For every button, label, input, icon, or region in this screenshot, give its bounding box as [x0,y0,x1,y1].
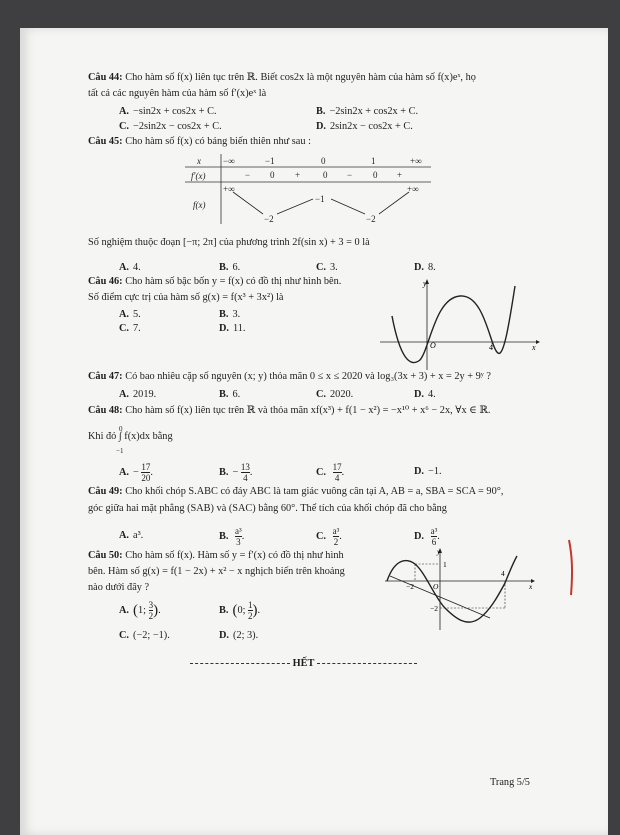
q46-option-a: A. 5. [119,309,141,320]
q50-tick-neg2: −2 [406,582,414,591]
q50-x-label: x [529,582,533,591]
q46-option-b: B. 3. [219,309,241,320]
q50-tick-yneg2: −2 [430,604,438,613]
fp-val-4: − [347,170,353,180]
q46-x-label: x [532,343,536,352]
q47-option-a: A. 2019. [119,389,157,400]
f-val-1: −2 [264,214,274,224]
f-val-2: −1 [315,194,325,204]
q50-line3: nào dưới đây ? [88,582,150,593]
q44-line1: Câu 44: Cho hàm số f(x) liên tục trên ℝ. Biết cos2x là một nguyên hàm của hàm số f(x)eˣ, họ [88,72,476,83]
background [0,0,620,30]
f-val-3: −2 [366,214,376,224]
q44-option-d: D. 2sin2x − cos2x + C. [316,121,413,132]
q46-line2: Số điểm cực trị của hàm số g(x) = f(x³ + 3x²) là [88,292,284,303]
q49-line2: góc giữa hai mặt phẳng (SAB) và (SAC) bằng 60°. Thể tích của khối chóp đã cho bằng [88,503,447,514]
q44-line2: tất cả các nguyên hàm của hàm số f′(x)eˣ là [88,88,267,99]
q46-graph [380,278,540,370]
q50-line1: Câu 50: Cho hàm số f(x). Hàm số y = f′(x) có đồ thị như hình [88,550,344,561]
q45-option-c: C. 3. [316,262,338,273]
x-val-3: 1 [371,156,376,166]
q48-line1: Câu 48: Cho hàm số f(x) liên tục trên ℝ và thỏa mãn xf(x³) + f(1 − x²) = −x¹⁰ + x⁶ − 2x, ∀x ∈ ℝ. [88,405,491,416]
q47-option-d: D. 4. [414,389,436,400]
q50-y-label: y [437,547,441,556]
x-label: x [197,156,201,166]
q44-option-a: A. −sin2x + cos2x + C. [119,106,217,117]
q46-origin-label: O [430,341,436,350]
fp-val-6: + [397,170,403,180]
q45-question: Số nghiệm thuộc đoạn [−π; 2π] của phương trình 2f(sin x) + 3 = 0 là [88,237,370,248]
q50-tick-4: 4 [501,569,505,578]
q46-option-c: C. 7. [119,323,141,334]
q46-option-d: D. 11. [219,323,246,334]
fp-val-2: + [295,170,301,180]
q50-graph [385,548,535,630]
q48-int-upper: 0 [119,425,123,433]
page-number: Trang 5/5 [490,777,530,788]
q47-line1: Câu 47: Có bao nhiêu cặp số nguyên (x; y) thỏa mãn 0 ≤ x ≤ 2020 và log₃(3x + 3) + x = 2y + 9ʸ ? [88,371,491,382]
q44-option-c: C. −2sin2x − cos2x + C. [119,121,222,132]
q48-option-a: A. − $\frac{17}{20}$ . [119,462,153,483]
q47-option-c: C. 2020. [316,389,354,400]
q45-option-d: D. 8. [414,262,436,273]
q48-integral-text: Khi đó ∫ f(x)dx bằng [88,431,173,442]
f-val-0: +∞ [223,184,235,194]
q46-line1: Câu 46: Cho hàm số bậc bốn y = f(x) có đồ thị như hình bên. [88,276,342,287]
q49-option-d: D. $\frac{\text{a³}}{6}$ . [414,526,440,547]
q45-line1: Câu 45: Cho hàm số f(x) có bảng biến thiên như sau : [88,136,311,147]
q49-option-a: A. a³. [119,530,144,541]
q49-option-c: C. $\frac{\text{a³}}{2}$ . [316,526,342,547]
fp-val-5: 0 [373,170,378,180]
red-pen-mark [565,540,575,595]
x-val-4: +∞ [410,156,422,166]
q50-option-b: B. (0; $\frac{1}{2}$ ). [219,600,261,621]
q50-line2: bên. Hàm số g(x) = f(1 − 2x) + x² − x nghịch biến trên khoảng [88,566,345,577]
q50-tick-y1: 1 [443,560,447,569]
q44-option-b: B. −2sin2x + cos2x + C. [316,106,419,117]
fp-val-1: 0 [270,170,275,180]
q48-int-lower: −1 [116,447,124,455]
x-val-1: −1 [265,156,275,166]
q48-option-d: D. −1. [414,466,442,477]
q48-option-c: C. $\frac{17}{4}$ . [316,462,345,483]
variation-table [185,154,431,224]
fp-val-0: − [245,170,251,180]
q45-option-b: B. 6. [219,262,241,273]
q50-origin-label: O [433,582,439,591]
q49-option-b: B. $\frac{\text{a³}}{3}$ . [219,526,245,547]
q47-option-b: B. 6. [219,389,241,400]
x-val-2: 0 [321,156,326,166]
q49-line1: Câu 49: Cho khối chóp S.ABC có đáy ABC là tam giác vuông cân tại A, AB = a, SBA = SCA = 90°, [88,486,504,497]
x-val-0: −∞ [223,156,235,166]
end-marker: HẾT [190,658,417,670]
f-val-4: +∞ [407,184,419,194]
q48-option-b: B. − $\frac{13}{4}$ . [219,462,253,483]
f-label: f(x) [193,200,206,210]
q45-option-a: A. 4. [119,262,141,273]
q46-y-label: y [423,279,427,288]
q50-option-d: D. (2; 3). [219,630,259,641]
q50-option-c: C. (−2; −1). [119,630,170,641]
q50-option-a: A. (1; $\frac{3}{2}$ ). [119,600,161,621]
fprime-label: f′(x) [191,171,206,181]
q46-tick-4: 4 [489,343,493,352]
fp-val-3: 0 [323,170,328,180]
